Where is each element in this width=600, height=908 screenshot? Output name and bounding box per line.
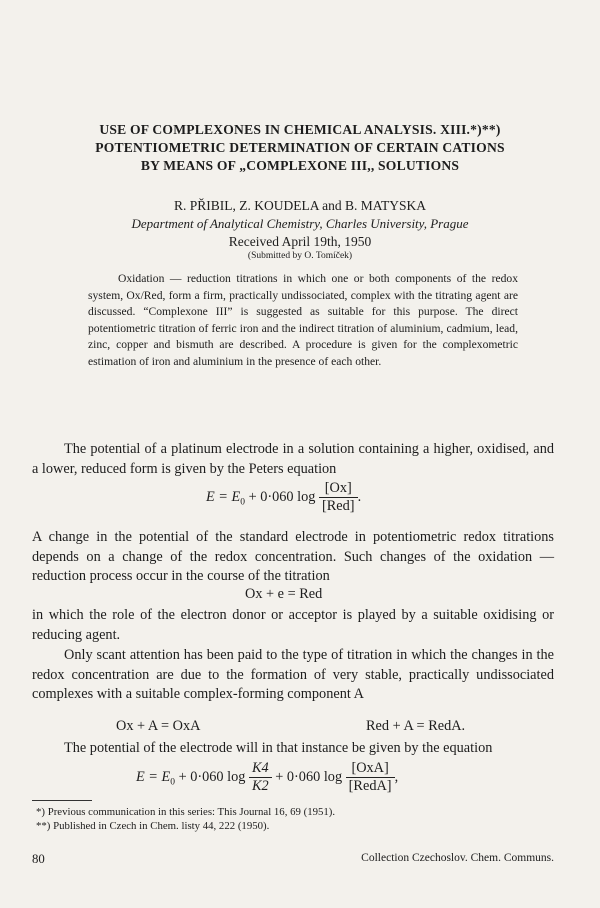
title-line-1: USE OF COMPLEXONES IN CHEMICAL ANALYSIS. XIII.*)**) bbox=[99, 122, 501, 137]
footnote-2: **) Published in Czech in Chem. listy 44, 222 (1950). bbox=[36, 820, 270, 832]
fraction-ox-red: $\frac{[Ox]}{\text{[Red]}}$ bbox=[319, 480, 358, 515]
equation-peters: $E = E_0 + 0\cdot 060$ log $\frac{[Ox]}{\text{[Red]}}$ . bbox=[206, 480, 362, 514]
title-line-3: BY MEANS OF „COMPLEXONE III,, SOLUTIONS bbox=[140, 158, 460, 173]
paragraph-1: The potential of a platinum electrode in a solution containing a higher, oxidised, and a lower, reduced form is given by the Peters equation bbox=[32, 441, 554, 477]
equation-red-complex: Red + A = RedA. bbox=[366, 718, 466, 734]
equation-ox-complex: Ox + A = OxA bbox=[116, 718, 201, 734]
fraction-oxa-reda: $\frac{\text{[OxA]}}{\text{[RedA]}}$ bbox=[346, 760, 395, 795]
affiliation: Department of Analytical Chemistry, Charles University, Prague bbox=[131, 216, 469, 231]
journal-name: Collection Czechoslov. Chem. Communs. bbox=[361, 852, 554, 864]
footnote-1: *) Previous communication in this series: This Journal 16, 69 (1951). bbox=[36, 806, 336, 818]
authors: R. PŘIBIL, Z. KOUDELA and B. MATYSKA bbox=[173, 198, 426, 213]
paragraph-5: The potential of the electrode will in that instance be given by the equation bbox=[64, 740, 493, 756]
submitted-by: (Submitted by O. Tomíček) bbox=[247, 251, 353, 261]
title-line-2: POTENTIOMETRIC DETERMINATION OF CERTAIN CATIONS bbox=[95, 140, 505, 155]
page-number: 80 bbox=[32, 852, 45, 866]
paragraph-4: Only scant attention has been paid to the type of titration in which the changes in the redox concentration are due to the formation of very stable, practically undissociated complexes with a suitable complex-forming component A bbox=[32, 647, 554, 702]
article-title bbox=[0, 121, 600, 175]
received-date: Received April 19th, 1950 bbox=[228, 234, 372, 249]
equation-complex-potential: $E = E_0 + 0\cdot 060$ log $\frac{K4}{K2}$ + 0·060 log $\frac{\text{[OxA]}}{\text{[RedA]}}$ , bbox=[136, 760, 399, 794]
abstract: Oxidation — reduction titrations in which one or both components of the redox system, Ox/Red, form a firm, practically undissociated, complex with the titrating agent are discussed. “Complexone III” is suggested as suitable for this purpose. The direct potentiometric titration of ferric iron and the indirect titration of aluminium, cadmium, lead, zinc, copper and bismuth are described. A procedure is given for the complexometric estimation of iron and aluminium in the presence of each other. bbox=[88, 272, 518, 368]
footnote-rule bbox=[32, 800, 92, 801]
paragraph-3: in which the role of the electron donor or acceptor is played by a suitable oxidising or reducing agent. bbox=[32, 607, 554, 643]
equation-redox: Ox + e = Red bbox=[245, 586, 323, 602]
fraction-k4-k2: $\frac{K4}{K2}$ bbox=[249, 760, 272, 795]
paragraph-2: A change in the potential of the standard electrode in potentiometric redox titrations depends on a change of the redox concentration. Such changes of the oxidation — reduction process occur in the course of the titration bbox=[32, 529, 554, 584]
